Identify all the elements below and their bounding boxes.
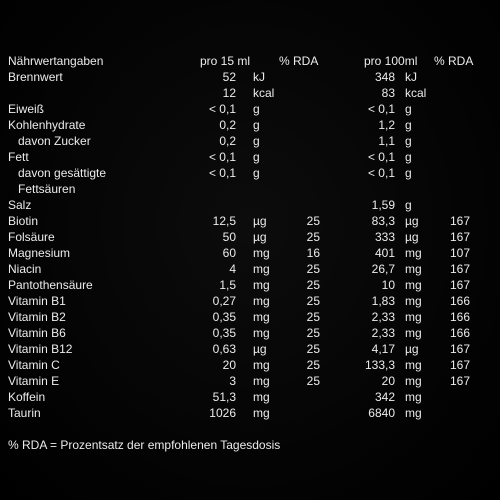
rda-per-100ml: 167 [449,374,470,388]
column-header-rda-100ml: % RDA [434,54,474,68]
unit-per-100ml: mg [405,310,422,324]
value-per-100ml: 133,3 [364,358,395,372]
nutrient-name: Kohlenhydrate [8,118,86,132]
nutrient-name: Pantothensäure [8,278,93,292]
value-per-100ml: 83 [381,86,395,100]
rda-per-15ml: 25 [306,310,320,324]
value-per-15ml: 1,5 [219,278,236,292]
unit-per-15ml: mg [253,262,270,276]
unit-per-15ml: mg [253,406,270,420]
unit-per-100ml: mg [405,390,422,404]
unit-per-15ml: mg [253,278,270,292]
nutrient-name: Vitamin B12 [8,342,73,356]
unit-per-100ml: mg [405,406,422,420]
rda-per-100ml: 166 [449,326,470,340]
column-header-per-15ml: pro 15 ml [200,54,251,68]
unit-per-15ml: kJ [253,70,265,84]
rda-per-15ml: 25 [306,294,320,308]
unit-per-100ml: mg [405,262,422,276]
unit-per-15ml: mg [253,358,270,372]
unit-per-15ml: µg [253,214,267,228]
rda-per-100ml: 167 [449,342,470,356]
nutrient-name: Vitamin B2 [8,310,66,324]
unit-per-15ml: g [253,150,260,164]
unit-per-100ml: µg [405,214,419,228]
table-row [0,277,500,293]
value-per-15ml: 0,35 [212,326,236,340]
nutrient-name: Eiweiß [8,102,45,116]
unit-per-100ml: mg [405,326,422,340]
value-per-15ml: 12,5 [212,214,236,228]
value-per-15ml: 52 [222,70,236,84]
nutrient-name: Biotin [8,214,39,228]
rda-per-100ml: 167 [449,214,470,228]
table-title: Nährwertangaben [8,54,104,68]
table-row [0,341,500,357]
nutrient-name: Magnesium [8,246,71,260]
column-header-per-100ml: pro 100ml [364,54,418,68]
value-per-100ml: 2,33 [371,326,395,340]
table-row [0,325,500,341]
nutrient-name: Taurin [8,406,41,420]
header-row [0,53,500,69]
value-per-100ml: 83,3 [371,214,395,228]
value-per-15ml: 12 [222,86,236,100]
nutrient-name: Vitamin B1 [8,294,66,308]
value-per-15ml: 0,63 [212,342,236,356]
nutrient-name: Fettsäuren [18,182,76,196]
value-per-100ml: 401 [374,246,395,260]
table-row [0,197,500,213]
value-per-15ml: 20 [222,358,236,372]
value-per-100ml: 2,33 [371,310,395,324]
table-row [0,309,500,325]
unit-per-100ml: mg [405,278,422,292]
table-row [0,245,500,261]
table-row [0,373,500,389]
table-row [0,117,500,133]
rda-per-15ml: 25 [306,358,320,372]
unit-per-15ml: kcal [253,86,275,100]
table-row [0,165,500,181]
rda-per-15ml: 25 [306,342,320,356]
value-per-100ml: < 0,1 [367,150,395,164]
value-per-15ml: < 0,1 [208,150,236,164]
unit-per-100ml: µg [405,342,419,356]
value-per-100ml: 1,59 [371,198,395,212]
rda-per-15ml: 25 [306,214,320,228]
nutrient-name: Brennwert [8,70,63,84]
value-per-100ml: 4,17 [371,342,395,356]
unit-per-15ml: mg [253,374,270,388]
nutrient-name: davon gesättigte [18,166,107,180]
unit-per-100ml: g [405,166,412,180]
unit-per-15ml: mg [253,390,270,404]
value-per-15ml: 1026 [209,406,236,420]
value-per-100ml: < 0,1 [367,102,395,116]
nutrient-name: Koffein [8,390,46,404]
unit-per-15ml: g [253,166,260,180]
table-row [0,149,500,165]
unit-per-100ml: g [405,102,412,116]
value-per-100ml: 1,1 [378,134,395,148]
table-row [0,229,500,245]
unit-per-100ml: g [405,118,412,132]
value-per-15ml: 60 [222,246,236,260]
unit-per-15ml: g [253,134,260,148]
nutrient-name: davon Zucker [18,134,91,148]
unit-per-100ml: mg [405,294,422,308]
rda-per-100ml: 166 [449,310,470,324]
table-row [0,133,500,149]
nutrient-name: Salz [8,198,32,212]
value-per-100ml: 1,2 [378,118,395,132]
rda-per-15ml: 25 [306,374,320,388]
table-row [0,85,500,101]
rda-per-15ml: 25 [306,262,320,276]
rda-per-100ml: 167 [449,278,470,292]
value-per-100ml: < 0,1 [367,166,395,180]
table-row [0,69,500,85]
unit-per-100ml: mg [405,358,422,372]
rda-per-100ml: 167 [449,262,470,276]
value-per-100ml: 10 [381,278,395,292]
nutrient-name: Vitamin C [8,358,60,372]
value-per-15ml: 3 [229,374,236,388]
value-per-15ml: 0,2 [219,134,236,148]
rda-per-15ml: 25 [306,278,320,292]
column-header-rda: % RDA [279,54,319,68]
value-per-15ml: 0,2 [219,118,236,132]
nutrient-name: Fett [8,150,29,164]
unit-per-15ml: mg [253,294,270,308]
nutrient-name: Niacin [8,262,42,276]
rda-per-100ml: 167 [449,230,470,244]
rda-per-100ml: 107 [449,246,470,260]
footnote: % RDA = Prozentsatz der empfohlenen Tagesdosis [8,438,281,452]
value-per-100ml: 342 [374,390,395,404]
table-row [0,181,500,197]
value-per-15ml: < 0,1 [208,102,236,116]
unit-per-100ml: g [405,150,412,164]
unit-per-100ml: µg [405,230,419,244]
value-per-100ml: 1,83 [371,294,395,308]
unit-per-15ml: mg [253,246,270,260]
unit-per-15ml: mg [253,310,270,324]
value-per-100ml: 6840 [368,406,395,420]
nutrient-name: Vitamin B6 [8,326,66,340]
unit-per-100ml: kJ [405,70,417,84]
unit-per-15ml: g [253,102,260,116]
table-row [0,405,500,421]
value-per-15ml: < 0,1 [208,166,236,180]
unit-per-100ml: mg [405,246,422,260]
value-per-15ml: 51,3 [212,390,236,404]
rda-per-100ml: 167 [449,358,470,372]
unit-per-15ml: µg [253,230,267,244]
table-row [0,293,500,309]
table-row [0,213,500,229]
table-row [0,357,500,373]
value-per-15ml: 0,35 [212,310,236,324]
rda-per-15ml: 16 [306,246,320,260]
value-per-100ml: 26,7 [371,262,395,276]
value-per-15ml: 50 [222,230,236,244]
value-per-100ml: 20 [381,374,395,388]
table-row [0,101,500,117]
nutrient-name: Folsäure [8,230,55,244]
nutrient-name: Vitamin E [8,374,60,388]
unit-per-15ml: g [253,118,260,132]
unit-per-100ml: kcal [405,86,427,100]
unit-per-15ml: mg [253,326,270,340]
unit-per-100ml: mg [405,374,422,388]
rda-per-15ml: 25 [306,230,320,244]
value-per-15ml: 0,27 [212,294,236,308]
unit-per-100ml: g [405,198,412,212]
value-per-15ml: 4 [229,262,236,276]
rda-per-100ml: 166 [449,294,470,308]
table-row [0,261,500,277]
unit-per-15ml: µg [253,342,267,356]
value-per-100ml: 348 [374,70,395,84]
table-row [0,389,500,405]
value-per-100ml: 333 [374,230,395,244]
unit-per-100ml: g [405,134,412,148]
rda-per-15ml: 25 [306,326,320,340]
